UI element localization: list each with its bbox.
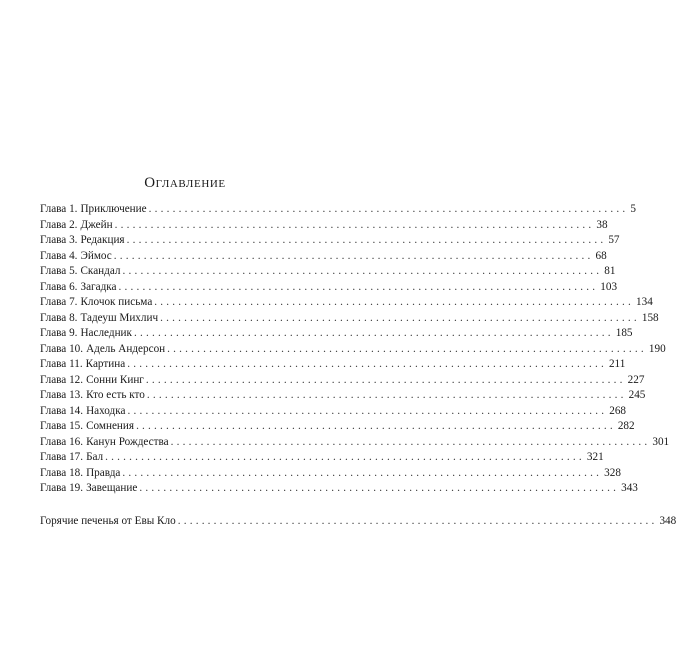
page-number: 343	[621, 482, 638, 494]
toc-entry[interactable]	[40, 295, 653, 311]
chapter-label: Глава 9.	[40, 327, 78, 339]
page-number: 81	[604, 265, 616, 277]
chapter-label: Глава 7.	[40, 296, 78, 308]
chapter-label: Глава 1.	[40, 203, 78, 215]
toc-entry[interactable]	[40, 481, 638, 497]
chapter-label: Глава 19.	[40, 482, 84, 494]
dot-leader: ................................................................................	[133, 327, 614, 339]
page-number: 5	[630, 203, 636, 215]
chapter-title: Джейн	[80, 218, 113, 231]
chapter-label: Глава 13.	[40, 389, 84, 401]
dot-leader: ................................................................................	[127, 404, 608, 417]
chapter-title: Редакция	[80, 234, 125, 246]
chapter-title: Скандал	[80, 265, 121, 277]
chapter-label: Глава 8.	[40, 311, 78, 324]
toc-entry-extra[interactable]	[40, 514, 676, 530]
toc-entry[interactable]	[40, 326, 633, 342]
chapter-title: Картина	[85, 358, 126, 370]
page-number: 134	[636, 296, 653, 308]
chapter-title: Тадеуш Михлич	[80, 311, 159, 324]
dot-leader: ................................................................................	[145, 373, 626, 386]
chapter-label: Глава 10.	[40, 342, 84, 355]
chapter-title: Кто есть кто	[86, 389, 145, 401]
chapter-label: Глава 15.	[40, 420, 84, 432]
toc-entry[interactable]	[40, 249, 607, 265]
toc-entry[interactable]	[40, 388, 646, 404]
chapter-title: Адель Андерсон	[86, 342, 166, 355]
dot-leader: ................................................................................	[118, 280, 599, 293]
dot-leader: ................................................................................	[114, 218, 595, 231]
page-number: 348	[659, 515, 676, 527]
chapter-label: Глава 2.	[40, 218, 78, 231]
chapter-label: Глава 14.	[40, 404, 84, 417]
toc-entry[interactable]	[40, 357, 626, 373]
chapter-title: Загадка	[80, 280, 117, 293]
chapter-title: Сонни Кинг	[86, 373, 144, 386]
page-number: 268	[609, 404, 627, 417]
chapter-label: Глава 18.	[40, 466, 84, 479]
toc-entry[interactable]	[40, 202, 636, 218]
chapter-label: Глава 4.	[40, 249, 78, 262]
dot-leader: ................................................................................	[177, 515, 658, 527]
chapter-title: Клочок письма	[80, 296, 153, 308]
chapter-label: Глава 11.	[40, 358, 83, 370]
dot-leader: ................................................................................	[122, 265, 603, 277]
page-number: 328	[604, 466, 621, 479]
dot-leader: ................................................................................	[136, 420, 616, 432]
chapter-title: Сомнения	[86, 420, 135, 432]
chapter-label: Глава 16.	[40, 435, 84, 448]
dot-leader: ................................................................................	[126, 234, 607, 246]
toc-entry[interactable]	[40, 342, 666, 358]
page-number: 301	[652, 435, 670, 448]
dot-leader: ................................................................................	[170, 435, 651, 448]
toc-entry[interactable]	[40, 373, 645, 389]
page-number: 321	[586, 451, 604, 463]
dot-leader: ................................................................................	[160, 311, 640, 324]
chapter-title: Правда	[86, 466, 121, 479]
page-number: 68	[595, 249, 607, 262]
page-number: 158	[641, 311, 659, 324]
table-of-contents	[40, 202, 670, 497]
page-number: 282	[617, 420, 635, 432]
page-number: 38	[596, 218, 608, 231]
dot-leader: ................................................................................	[139, 482, 620, 494]
chapter-label: Глава 5.	[40, 265, 78, 277]
toc-entry[interactable]	[40, 311, 659, 327]
toc-extra-section	[40, 514, 676, 530]
chapter-title: Приключение	[80, 203, 147, 215]
dot-leader: ................................................................................	[105, 451, 585, 463]
extra-title: Горячие печенья от Евы Кло	[40, 515, 176, 527]
dot-leader: ................................................................................	[113, 249, 594, 262]
chapter-title: Завещание	[86, 482, 138, 494]
page-title: Оглавление	[144, 175, 226, 191]
dot-leader: ................................................................................	[146, 389, 627, 401]
chapter-label: Глава 12.	[40, 373, 84, 386]
toc-entry[interactable]	[40, 404, 627, 420]
toc-entry[interactable]	[40, 264, 616, 280]
page-number: 185	[615, 327, 633, 339]
toc-entry[interactable]	[40, 466, 621, 482]
dot-leader: ................................................................................	[154, 296, 635, 308]
toc-entry[interactable]	[40, 218, 608, 234]
toc-entry[interactable]	[40, 450, 604, 466]
page-number: 190	[648, 342, 666, 355]
page-number: 245	[628, 389, 646, 401]
page-number: 227	[627, 373, 645, 386]
chapter-label: Глава 6.	[40, 280, 78, 293]
toc-entry[interactable]	[40, 233, 620, 249]
chapter-title: Бал	[86, 451, 104, 463]
chapter-title: Канун Рождества	[86, 435, 169, 448]
page-number: 57	[608, 234, 620, 246]
chapter-label: Глава 3.	[40, 234, 78, 246]
dot-leader: ................................................................................	[122, 466, 603, 479]
page-number: 103	[600, 280, 618, 293]
dot-leader: ................................................................................	[148, 203, 629, 215]
dot-leader: ................................................................................	[167, 342, 647, 355]
toc-entry[interactable]	[40, 435, 670, 451]
dot-leader: ................................................................................	[127, 358, 607, 370]
chapter-title: Эймос	[80, 249, 112, 262]
chapter-label: Глава 17.	[40, 451, 84, 463]
chapter-title: Наследник	[80, 327, 132, 339]
toc-entry[interactable]	[40, 280, 618, 296]
page-number: 211	[608, 358, 626, 370]
chapter-title: Находка	[86, 404, 126, 417]
toc-entry[interactable]	[40, 419, 635, 435]
